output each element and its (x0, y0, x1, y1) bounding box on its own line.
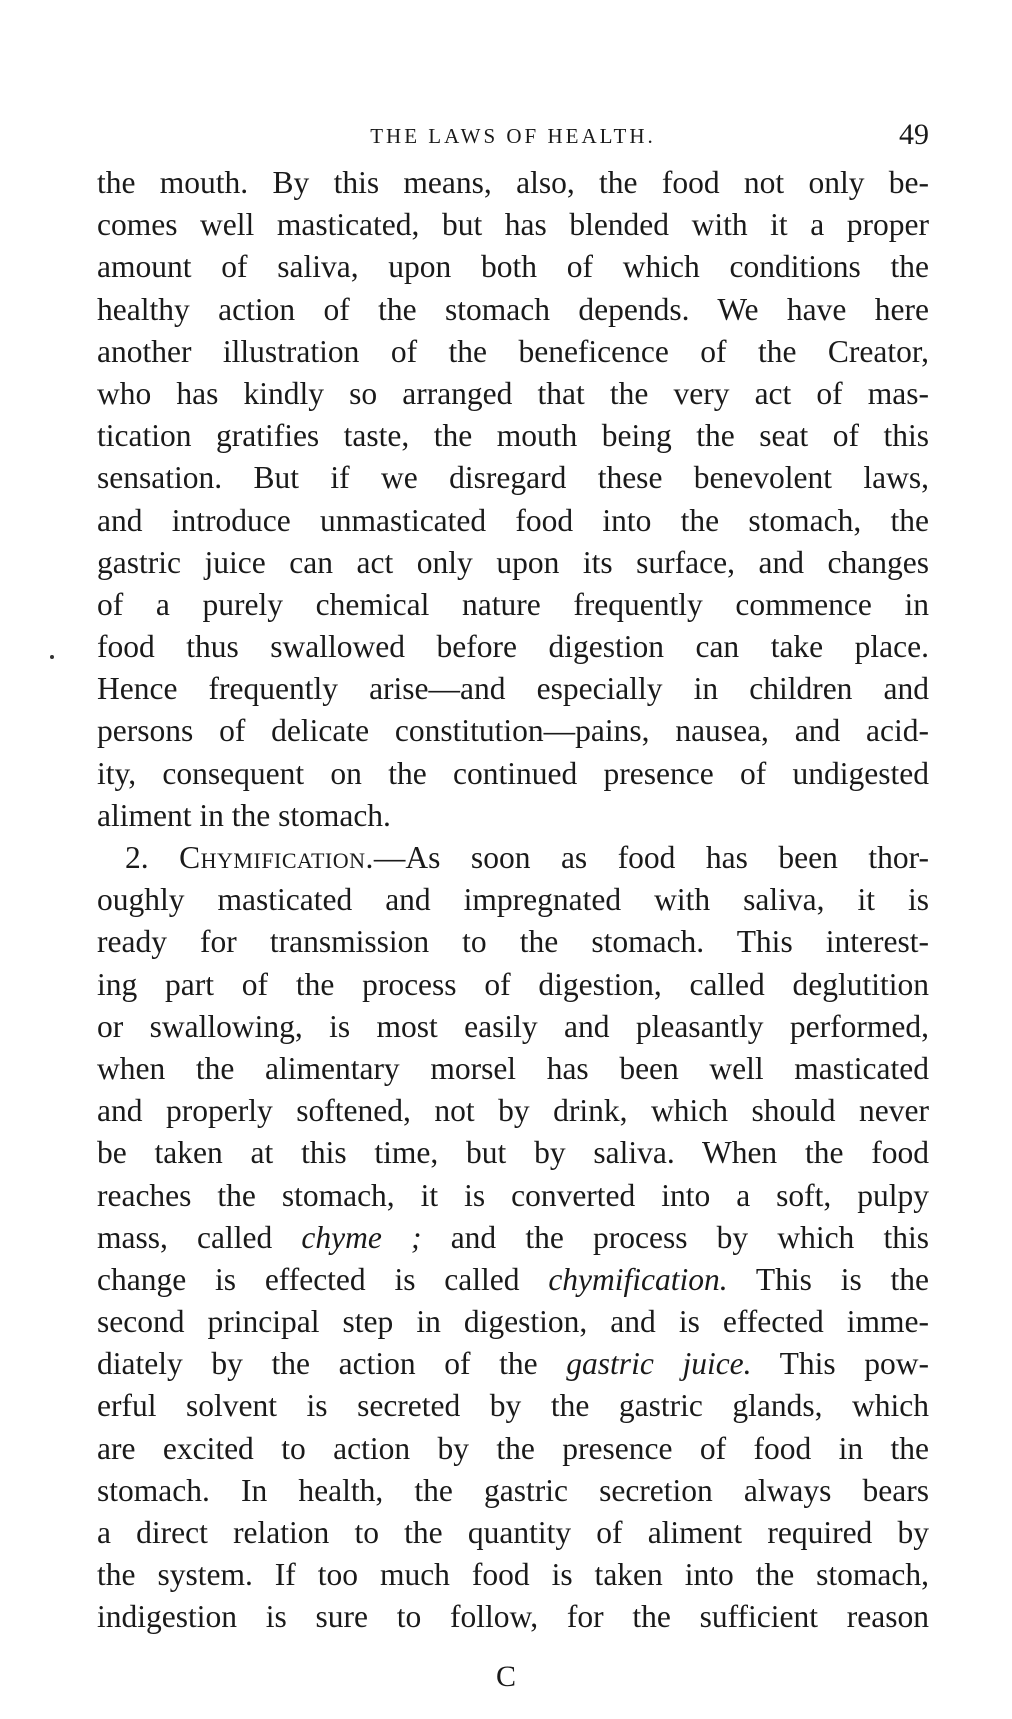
text-line: who has kindly so arranged that the very act of mas- (97, 375, 929, 411)
running-head (97, 118, 929, 158)
italic-term-chymification: chymification. (548, 1261, 728, 1297)
text-line: Hence frequently arise—and especially in children and (97, 671, 929, 707)
signature-mark: C (495, 1660, 516, 1693)
text-line: be taken at this time, but by saliva. When the food (97, 1135, 929, 1171)
text-line: sensation. But if we disregard these benevolent laws, (97, 460, 929, 496)
text-line: and introduce unmasticated food into the stomach, the (97, 502, 929, 538)
running-title: THE LAWS OF HEALTH. (370, 124, 656, 148)
text-line: another illustration of the beneficence of the Creator, (97, 333, 929, 369)
text-fragment: This pow- (751, 1346, 930, 1382)
text-line: ready for transmission to the stomach. This interest- (97, 924, 929, 960)
text-line: when the alimentary morsel has been well masticated (97, 1050, 929, 1086)
text-line: a direct relation to the quantity of aliment required by (97, 1515, 929, 1550)
text-line: aliment in the stomach. (97, 797, 391, 833)
text-line: second principal step in digestion, and is effected imme- (97, 1304, 929, 1340)
text-line: and properly softened, not by drink, which should never (97, 1093, 929, 1129)
text-line: of a purely chemical nature frequently commence in (97, 586, 929, 622)
body-text (97, 162, 929, 1639)
text-line: erful solvent is secreted by the gastric glands, which (97, 1388, 929, 1424)
text-line (97, 1343, 929, 1385)
text-line: the mouth. By this means, also, the food not only be- (97, 165, 929, 200)
text-fragment: change is effected is called (97, 1261, 549, 1297)
text-line: healthy action of the stomach depends. We have here (97, 291, 929, 327)
text-fragment: and the process by which this (421, 1219, 929, 1255)
text-line: comes well masticated, but has blended with it a proper (97, 207, 929, 243)
text-fragment: This is the (727, 1261, 929, 1297)
text-line: reaches the stomach, it is converted into a soft, pulpy (97, 1177, 929, 1213)
section-number: 2. (125, 840, 149, 875)
text-line: amount of saliva, upon both of which conditions the (97, 249, 929, 285)
section-first-line (97, 837, 929, 879)
text-line: are excited to action by the presence of food in the (97, 1430, 929, 1466)
text-fragment: —As soon as food has been thor- (373, 840, 929, 875)
text-line (97, 1217, 929, 1259)
italic-term-gastric-juice: gastric juice. (566, 1346, 752, 1382)
text-line: persons of delicate constitution—pains, nausea, and acid- (97, 713, 929, 749)
text-line: food thus swallowed before digestion can take place. (97, 629, 929, 665)
text-line: stomach. In health, the gastric secretion always bears (97, 1472, 929, 1508)
text-line: or swallowing, is most easily and pleasantly performed, (97, 1008, 929, 1044)
text-line (97, 1259, 929, 1301)
text-line: oughly masticated and impregnated with saliva, it is (97, 882, 929, 918)
section-heading: Chymification. (179, 840, 374, 875)
text-line: indigestion is sure to follow, for the sufficient reason (97, 1599, 929, 1635)
italic-term-chyme: chyme ; (301, 1219, 422, 1255)
text-fragment: diately by the action of the (97, 1346, 567, 1382)
page-number: 49 (899, 118, 929, 151)
text-line: the system. If too much food is taken into the stomach, (97, 1557, 929, 1593)
text-line: gastric juice can act only upon its surface, and changes (97, 544, 929, 580)
text-fragment: mass, called (97, 1219, 302, 1255)
ink-speck (50, 655, 54, 659)
text-line: ing part of the process of digestion, called deglutition (97, 966, 929, 1002)
text-line: tication gratifies taste, the mouth being the seat of this (97, 418, 929, 454)
text-line: ity, consequent on the continued presence of undigested (97, 755, 929, 791)
